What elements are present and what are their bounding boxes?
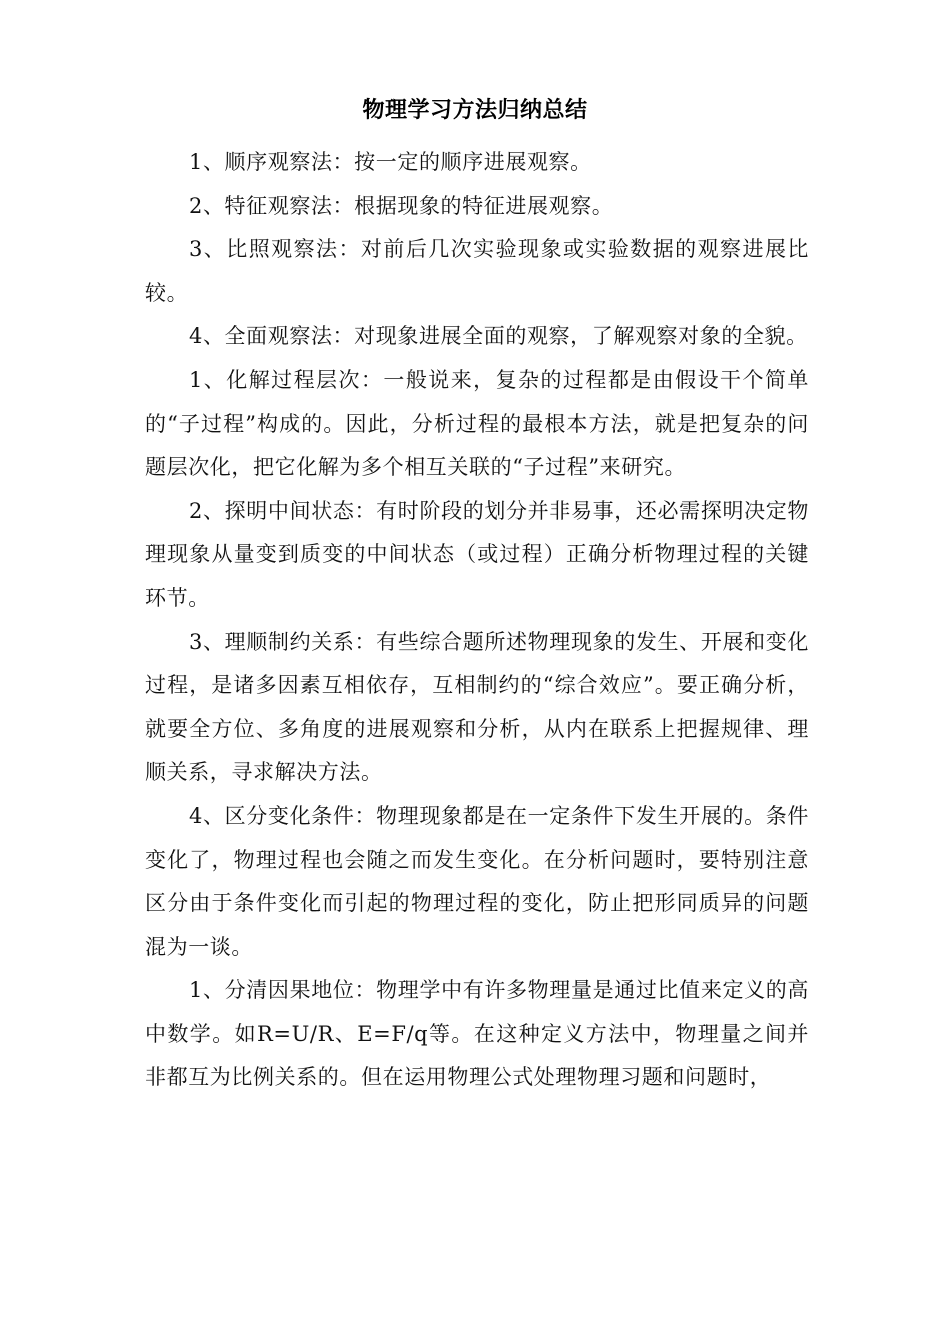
paragraph: 2、特征观察法：根据现象的特征进展观察。 — [189, 193, 614, 218]
paragraph: 3、理顺制约关系：有些综合题所述物理现象的发生、开展和变化过程，是诸多因素互相依存，互相制约的“综合效应”。要正确分析，就要全方位、多角度的进展观察和分析，从内在联系上把握规律、理顺关系，寻求解决方法。 — [145, 629, 809, 785]
document-body — [145, 141, 809, 1100]
paragraph: 4、全面观察法：对现象进展全面的观察，了解观察对象的全貌。 — [189, 324, 808, 349]
paragraph: 4、区分变化条件：物理现象都是在一定条件下发生开展的。条件变化了，物理过程也会随之而发生变化。在分析问题时，要特别注意区分由于条件变化而引起的物理过程的变化，防止把形同质异的问题混为一谈。 — [145, 803, 809, 959]
document-title: 物理学习方法归纳总结 — [362, 97, 588, 123]
paragraph: 2、探明中间状态：有时阶段的划分并非易事，还必需探明决定物理现象从量变到质变的中间状态（或过程）正确分析物理过程的关键环节。 — [145, 498, 809, 610]
paragraph: 1、分清因果地位：物理学中有许多物理量是通过比值来定义的高中数学。如R=U/R、E=F/q等。在这种定义方法中，物理量之间并非都互为比例关系的。但在运用物理公式处理物理习题和问题时， — [145, 978, 809, 1090]
paragraph: 3、比照观察法：对前后几次实验现象或实验数据的观察进展比较。 — [145, 237, 809, 305]
paragraph: 1、顺序观察法：按一定的顺序进展观察。 — [189, 150, 592, 174]
paragraph: 1、化解过程层次：一般说来，复杂的过程都是由假设干个简单的“子过程”构成的。因此，分析过程的最根本方法，就是把复杂的问题层次化，把它化解为多个相互关联的“子过程”来研究。 — [145, 367, 809, 480]
